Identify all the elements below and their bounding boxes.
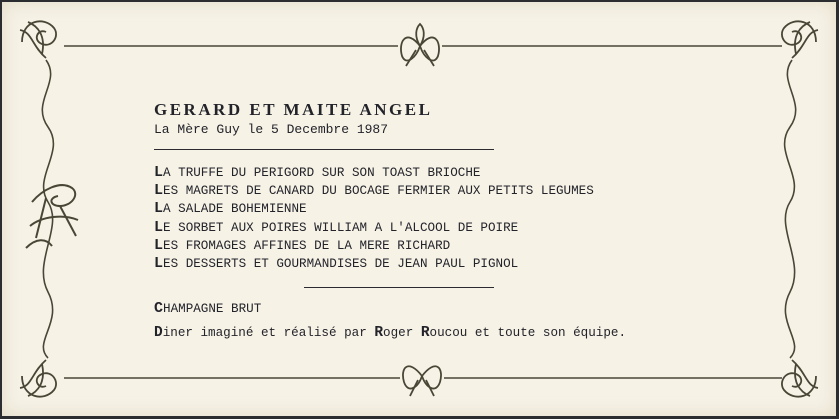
menu-item: LA SALADE BOHEMIENNE — [154, 200, 307, 218]
monogram-ra-icon — [26, 185, 78, 248]
menu-item: LA TRUFFE DU PERIGORD SUR SON TOAST BRIOCHE — [154, 164, 481, 181]
menu-content — [154, 100, 774, 342]
event-subtitle: La Mère Guy le 5 Decembre 1987 — [154, 122, 389, 137]
chef-credit — [154, 325, 774, 342]
drink-line: CHAMPAGNE BRUT — [154, 300, 262, 318]
credit-text-2: oger — [383, 326, 421, 341]
page-title: GERARD ET MAITE ANGEL — [154, 100, 433, 119]
menu-list — [154, 164, 774, 273]
credit-text-3: oucou et toute son équipe. — [429, 326, 627, 341]
credit-text-1: iner imaginé et réalisé par — [162, 326, 375, 341]
divider-top — [154, 149, 494, 150]
divider-bottom — [304, 287, 494, 288]
corner-ornament-br — [782, 360, 818, 397]
corner-ornament-tl — [20, 21, 56, 58]
bow-ornament-bottom — [403, 366, 441, 396]
menu-item: LE SORBET AUX POIRES WILLIAM A L'ALCOOL DE POIRE — [154, 218, 519, 236]
bow-ornament-top — [401, 24, 439, 66]
menu-card — [2, 2, 836, 416]
menu-item: LES MAGRETS DE CANARD DU BOCAGE FERMIER AUX PETITS LEGUMES — [154, 182, 594, 200]
menu-item: LES FROMAGES AFFINES DE LA MERE RICHARD — [154, 236, 451, 254]
credit-cap-d: D — [154, 325, 163, 342]
credit-cap-r1: R — [374, 325, 384, 342]
border-right-vine — [785, 60, 796, 358]
credit-cap-r2: R — [420, 325, 430, 342]
menu-item: LES DESSERTS ET GOURMANDISES DE JEAN PAUL PIGNOL — [154, 255, 519, 273]
corner-ornament-bl — [20, 360, 56, 397]
corner-ornament-tr — [782, 21, 818, 58]
